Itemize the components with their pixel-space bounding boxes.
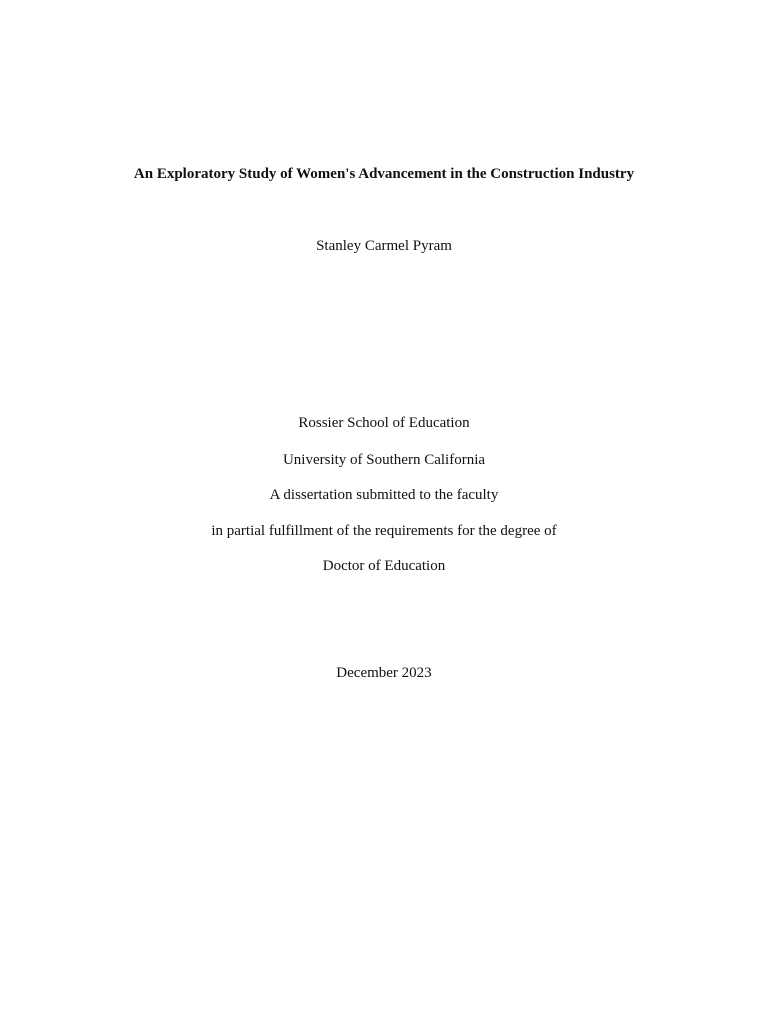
degree-name: Doctor of Education [322, 558, 446, 574]
dissertation-title: An Exploratory Study of Women's Advancement in the Construction Industry [133, 166, 635, 182]
school-name: Rossier School of Education [298, 415, 470, 431]
submission-statement: A dissertation submitted to the faculty [269, 487, 499, 503]
submission-date: December 2023 [336, 665, 432, 681]
university-name: University of Southern California [282, 452, 486, 468]
author-name: Stanley Carmel Pyram [316, 238, 452, 254]
fulfillment-statement: in partial fulfillment of the requirements for the degree of [211, 523, 557, 539]
